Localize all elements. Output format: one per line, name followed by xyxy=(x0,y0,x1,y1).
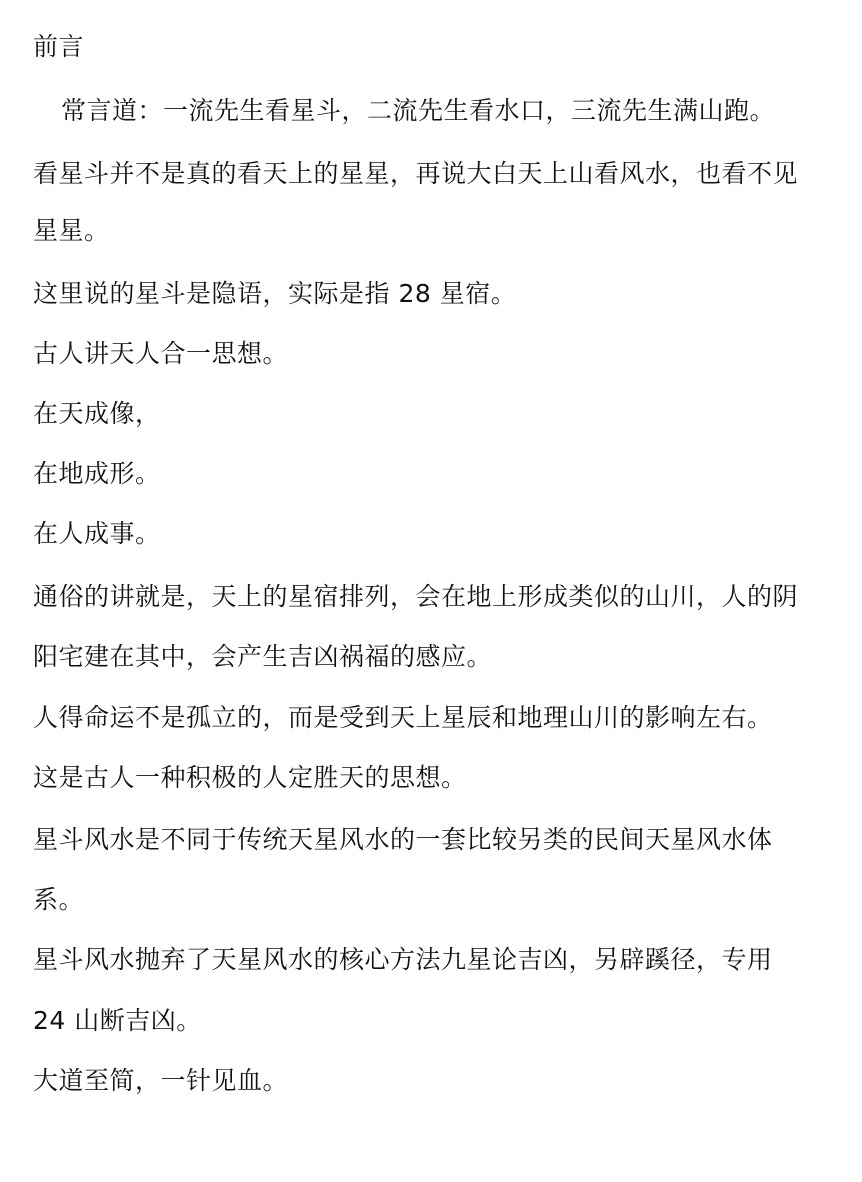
text-line: 常言道：一流先生看星斗，二流先生看水口，三流先生满山跑。 xyxy=(61,96,776,125)
document-title: 前言 xyxy=(33,32,85,61)
text-line: 阳宅建在其中，会产生吉凶祸福的感应。 xyxy=(33,642,493,671)
text-line: 看星斗并不是真的看天上的星星，再说大白天上山看风水，也看不见 xyxy=(33,159,799,188)
text-line: 人得命运不是孤立的，而是受到天上星辰和地理山川的影响左右。 xyxy=(33,703,773,732)
text-line: 在地成形。 xyxy=(33,459,161,488)
text-line: 古人讲天人合一思想。 xyxy=(33,339,289,368)
text-line: 这是古人一种积极的人定胜天的思想。 xyxy=(33,763,467,792)
text-line: 通俗的讲就是，天上的星宿排列，会在地上形成类似的山川，人的阴 xyxy=(33,582,799,611)
text-line: 大道至简，一针见血。 xyxy=(33,1066,289,1095)
text-line: 系。 xyxy=(33,885,85,914)
text-line: 24 山断吉凶。 xyxy=(33,1006,202,1035)
text-line: 这里说的星斗是隐语，实际是指 28 星宿。 xyxy=(33,279,517,308)
text-line: 星星。 xyxy=(33,216,110,245)
text-line: 星斗风水抛弃了天星风水的核心方法九星论吉凶，另辟蹊径，专用 xyxy=(33,945,773,974)
text-line: 在天成像， xyxy=(33,399,161,428)
text-line: 星斗风水是不同于传统天星风水的一套比较另类的民间天星风水体 xyxy=(33,825,773,854)
text-line: 在人成事。 xyxy=(33,519,161,548)
